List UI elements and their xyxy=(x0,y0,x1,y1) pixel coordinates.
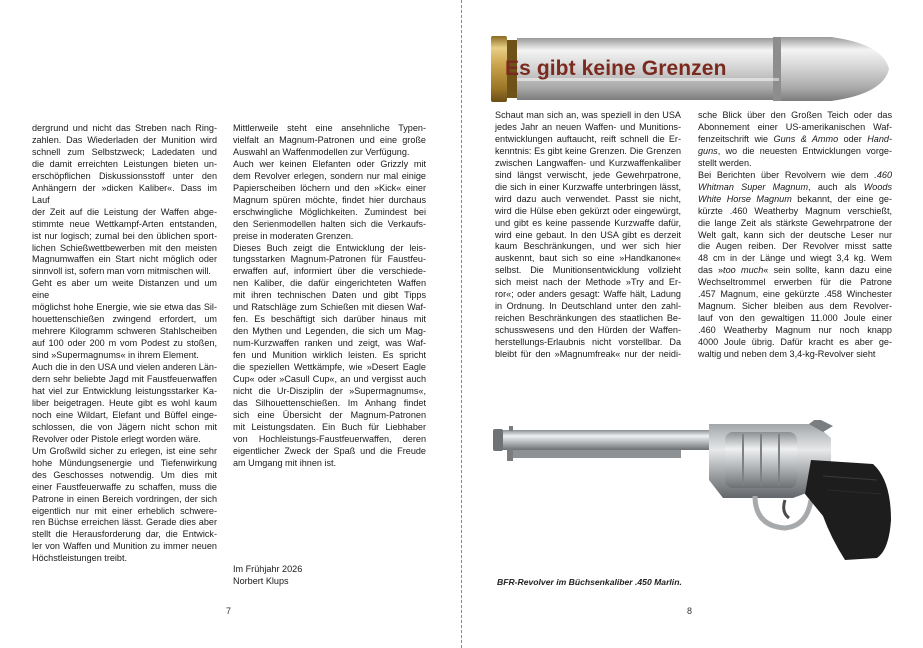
text-line: die speziellen Wettkämpfe, wie »Desert Eagle xyxy=(233,362,426,373)
text-line: vielfalt an Magnum-Patronen und eine große xyxy=(233,134,426,145)
text-line: ror«; oder anders gesagt: Waffe hält, Ladung xyxy=(495,289,681,300)
text-line: tungsstarken Magnum-Patronen für Faustfeu- xyxy=(233,254,426,265)
text-line: Geht es aber um weite Distanzen und um eine xyxy=(32,278,217,301)
text-line: Patrone in einen Bereich vordringen, der sich xyxy=(32,493,217,504)
bullet-tip xyxy=(781,37,889,101)
image-caption: BFR-Revolver im Büchsenkaliber .450 Marlin. xyxy=(497,577,682,587)
text-line: eigentlicher Zweck der Spaß und die Freude xyxy=(233,445,426,456)
page-number-right: 8 xyxy=(687,606,693,616)
text-line: Schaut man sich an, was speziell in den USA xyxy=(495,110,681,120)
text-line: reichen Beschränkungen des staatlichen Be- xyxy=(495,313,681,324)
text-line: herstellungs-Erlaubnis nicht vorstellbar. Da xyxy=(495,337,681,348)
revolver-illustration xyxy=(493,420,895,570)
text-line: Whitman Super Magnum, auch als Woods xyxy=(698,181,893,192)
text-line: nen Kaliber, die dafür eingerichteten Waffen xyxy=(233,278,426,289)
text-line: sind längst verwischt, jede Gewehrpatrone, xyxy=(495,169,681,180)
text-line: 48 cm in der Länge und wiegt 3,4 kg. Wem xyxy=(698,253,892,264)
left-page xyxy=(0,0,461,648)
right-page-column-1 xyxy=(495,110,681,361)
text-line: Auswahl an Waffenmodellen zur Verfügung. xyxy=(233,146,410,157)
text-line: einer Faustfeuerwaffe zu schaffen, muss die xyxy=(32,481,217,492)
signature-date: Im Frühjahr 2026 xyxy=(233,564,303,574)
left-page-column-2 xyxy=(233,123,426,470)
text-line: Auch die in den USA und vielen anderen Län- xyxy=(32,362,217,373)
text-line: ler von Waffen und Munition zu immer neuen xyxy=(32,541,217,552)
text-line: schlossen, die von Jägern nicht schon mit xyxy=(32,421,217,432)
text-line: mit Leistungsdaten. Ein Buch für Liebhaber xyxy=(233,421,426,432)
text-line: ist nur logisch; zumal bei den üblichen sport- xyxy=(32,230,217,241)
text-line: Magnum. Sicher bleiben aus dem Revolver- xyxy=(698,301,892,312)
text-line: Magnum spüren möchte, findet hier durchaus xyxy=(233,194,426,205)
text-line: das »too much« sein sollte, kann dazu eine xyxy=(698,265,892,276)
text-line: Anhängern der »dicken Kaliber«. Dass im Lauf xyxy=(32,182,217,205)
text-line: wird die Hülse eben gekürzt oder eingewürgt, xyxy=(495,205,681,216)
text-line: von Hochleistungs-Faustfeuerwaffen, deren xyxy=(233,433,426,444)
text-line: die sich in einer Kurzwaffe unterbringen lässt, xyxy=(495,181,681,192)
text-line: schusswesens und den Hürden der Waffen- xyxy=(495,325,681,336)
text-line: selbst. Die Munitionsentwicklung vollzieht xyxy=(495,265,681,276)
page-number-left: 7 xyxy=(226,606,232,616)
text-line: kenntnis: Es gibt keine Grenzen. Die Grenzen xyxy=(495,145,681,156)
text-line: stimmte neue Wettkampf-Arten entstanden, xyxy=(32,218,217,229)
text-line: liber beigetragen. Heute gibt es wohl kaum xyxy=(32,397,217,408)
text-line: zwischen Langwaffen- und Kurzwaffenkaliber xyxy=(495,157,681,168)
text-line: der Zeit auf die Leistung der Waffen abge- xyxy=(32,206,217,217)
text-line: am Umgang mit ihnen ist. xyxy=(233,457,337,468)
page-title: Es gibt keine Grenzen xyxy=(505,57,727,80)
text-line: mehrere Kilogramm schweren Stahlscheiben xyxy=(32,326,217,337)
text-line: jedes Jahr an neuen Waffen- und Munitions- xyxy=(495,121,681,132)
text-line: stellt die Herausforderung dar, die Entwick- xyxy=(32,529,217,540)
text-line: noch eine Wildart, Elefant und Büffel einge- xyxy=(32,409,217,420)
text-line: Mittlerweile steht eine ansehnliche Typen- xyxy=(233,123,426,133)
text-line: fenzeitschrift wie Guns & Ammo oder Hand- xyxy=(698,133,892,144)
text-line: hohe Mündungsenergie und Tiefenwirkung xyxy=(32,457,217,468)
text-line: in Ordnung. In Deutschland unter den zahl- xyxy=(495,301,681,312)
text-line: den Serienmodellen halten sich die Verkaufs- xyxy=(233,218,426,229)
text-line: auf 100 oder 200 m vom Podest zu stoßen, xyxy=(32,338,217,349)
text-line: sche Blick über den Großen Teich oder das xyxy=(698,110,892,120)
text-line: eigentlich nur mit einer erheblich schwere- xyxy=(32,505,217,516)
signature-name: Norbert Klups xyxy=(233,575,289,586)
revolver-photo xyxy=(493,420,895,570)
text-line: waltig und neben dem 3,4-kg-Revolver sieht xyxy=(698,349,876,360)
text-line: sich meist nach der Methode »Try and Er- xyxy=(495,277,681,288)
right-page-column-2 xyxy=(698,110,892,361)
text-line: .457 Magnum, eine gekürzte .458 Winchester xyxy=(698,289,892,300)
text-line: Wechseltrommel erwerben für die Patrone xyxy=(698,277,892,288)
text-line: mit ihren technischen Daten und gibt Tipps xyxy=(233,290,426,301)
bullet-title-banner xyxy=(491,30,891,108)
text-line: Bei Berichten über Revolvern wie dem .460 xyxy=(698,169,892,180)
text-line: Auch wer keinen Elefanten oder Grizzly mit xyxy=(233,158,426,169)
text-line: Revolver oder Pistole erlegt worden wäre. xyxy=(32,433,201,444)
text-line: fen und Munition wirklich leisten. Es spricht xyxy=(233,350,426,361)
text-line: fen. Es beschäftigt sich darüber hinaus mit xyxy=(233,314,426,325)
text-line: den Mythen und Legenden, die sich um Mag- xyxy=(233,326,426,337)
text-line: lichen Schießwettbewerben mit den meisten xyxy=(32,242,217,253)
text-line: erwaffen auf, informiert über die verschiede- xyxy=(233,266,426,277)
text-line: sich eine Übersicht der Magnum-Patronen xyxy=(233,409,426,420)
text-line: und Ratschläge zum Schießen mit diesen Waf- xyxy=(233,302,426,313)
text-line: Magnumwaffen ein Start nicht möglich oder xyxy=(32,254,217,265)
text-line: und gibt es keine passende Kurzwaffe dafür, xyxy=(495,217,681,228)
text-line: kürzte .460 Weatherby Magnum verschießt, xyxy=(698,205,892,216)
text-line: erschwingliche Möglichkeiten. Zumindest bei xyxy=(233,206,426,217)
text-line: erschöpflichen Diskussionsstoff unter den xyxy=(32,170,217,181)
text-line: hat viel zur Entwicklung leistungsstarker Ka- xyxy=(32,385,217,396)
text-line: num-Kurzwaffen ranken und zeigt, was Waf- xyxy=(233,338,426,349)
text-line: houettenschießen zwingend erfordert, um xyxy=(32,314,217,325)
text-line: wird eine gebaut. In den USA gibt es derzeit xyxy=(495,229,681,240)
text-line: Dieses Buch zeigt die Entwicklung der leis- xyxy=(233,242,426,253)
text-line: dern sehr beliebte Jagd mit Faustfeuerwaffen xyxy=(32,374,217,385)
text-line: Um Großwild sicher zu erlegen, ist eine sehr xyxy=(32,445,217,456)
text-line: die Augen reiben. Der Revolver misst satte xyxy=(698,241,892,252)
text-line: Welt galt, kann sich der deutsche Leser nur xyxy=(698,229,892,240)
text-line: wird dazu auch verwendet. Passt sie nicht, xyxy=(495,193,681,204)
text-line: zahlen. Das Wiederladen der Munition wird xyxy=(32,134,217,145)
text-line: .460 Weatherby Magnum nur noch knapp xyxy=(698,325,892,336)
text-line: die lange Zeit als stärkste Gewehrpatrone der xyxy=(698,217,892,228)
text-line: Höchstleistungen treibt. xyxy=(32,553,128,564)
text-line: möglichst hohe Energie, wie sie etwa das Sil- xyxy=(32,302,217,313)
text-line: Cup« oder »Casull Cup«, an und vergisst auch xyxy=(233,374,426,385)
text-line: dergrund und nicht das Streben nach Ring- xyxy=(32,123,217,133)
author-signature xyxy=(233,564,302,588)
text-line: dem Revolver erlegen, sondern nur mal einige xyxy=(233,170,426,181)
text-line: nicht die Ur-Disziplin der »Supermagnums«, xyxy=(233,385,426,396)
text-line: kaum Beschränkungen, und wer sich hier xyxy=(495,241,681,252)
text-line: die damit erreichten Leistungen bieten un- xyxy=(32,158,217,169)
text-line: stellt werden. xyxy=(698,157,752,168)
text-line: des Geschosses notwendig. Um dies mit xyxy=(32,469,217,480)
text-line: 4000 Joule übrig. Dafür kracht es aber ge- xyxy=(698,337,892,348)
text-line: Abonnement einer US-amerikanischen Waf- xyxy=(698,121,892,132)
text-line: Papierscheiben löchern und den »Kick« einer xyxy=(233,182,426,193)
text-line: das Silhouettenschießen. Im Anhang findet xyxy=(233,397,426,408)
text-line: entwicklungen auftaucht, reift schnell die Er- xyxy=(495,133,681,144)
text-line: ren Büchse erreichen lässt. Gerade dies aber xyxy=(32,517,217,528)
text-line: guns, wo die neuesten Entwicklungen vorge- xyxy=(698,145,892,156)
text-line: preise in moderaten Grenzen. xyxy=(233,230,354,241)
text-line: White Horse Magnum bekannt, der eine ge- xyxy=(698,193,892,204)
text-line: sind »Supermagnums« in ihrem Element. xyxy=(32,350,199,361)
left-page-column-1 xyxy=(32,123,217,565)
text-line: schnell zum Selbstzweck; Ladedaten und xyxy=(32,146,217,157)
text-line: lauf von den gewaltigen 11.000 Joule einer xyxy=(698,313,892,324)
text-line: sinnvoll ist, sofern man vorn mitmischen will. xyxy=(32,266,211,277)
text-line: auskennt, baut sich so eine »Handkanone« xyxy=(495,253,681,264)
text-line: bleibt für den »Magnumfreak« nur der neidi- xyxy=(495,349,681,360)
